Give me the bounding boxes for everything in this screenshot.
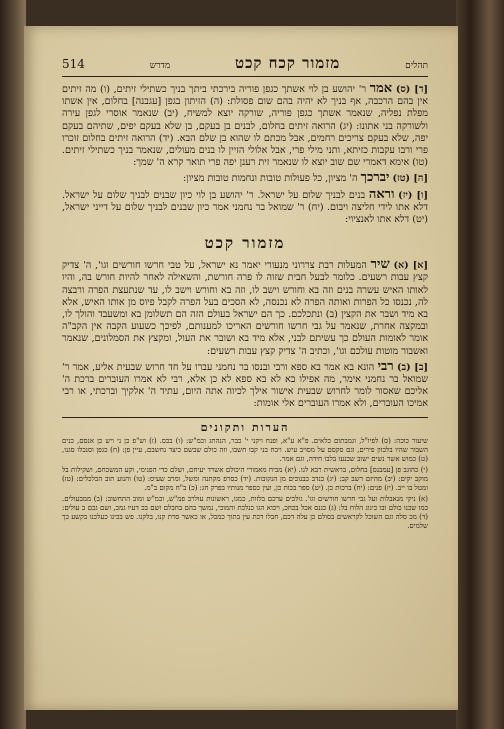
paragraph-text: הונא בא אמר בא ספא ורבי ובנסו בר נחמני עברו על חד חרוש שבעית אליע, אמר ר' שמואל בר נחמני אימר, מה אפילו בא לא בא ספא לא כן אלא, רבי לא אמרו העוברים ברכת ה' אליכם שאסור לומר לחרוש שבעית אישור אילך לכיוה אתה היום, עתיד ה' אלקיך וברכתי, או רבי אמיכו העוברים, ולא אמרו העוברים אלי אומות: [62, 361, 428, 410]
page-title: מזמור קכח קכט [235, 54, 341, 72]
paragraph-text: ר' יהושע בן לוי אשתך כגפן פוריה בירכתי ביתך בניך כשתילי זיתים, (ו) מה זיתים אין בהם הרכבה, אף בניך לא יהיה בהם שום פסולת: (ה) הזיתון בגפן [עגבנה] בחלום, אין אשתו מפלת נפליה, שנאמר אשתך כגפן פוריה, שורקה יוצא למשיח, (יב) שנאמר אוסרי לגפן עירה ולשורקה בני אתונו: (יג) הרואה זיתים בחלום, לבנים בן בעקם, בן שלא בעקם יפים, שתיהם בעקם יפה, שלא בעקם צריכים רחמים, אבל מכתם לו שהוא בן שלם הבא. (יד) הרואה זיתים בחלום זוכרו פרי ורבו עקבות כזיתא, ותני מילי פרי, אבל אלולי הזיין לו בנים מעולים, שנאמר בניך כשתילי זיתים. (טו) אימא דאמרי שם שוב יוצא לו שנאמר זית רענן יפה פרי תואר קרא ה' שמך: [62, 84, 428, 169]
paragraph-4 [62, 83, 428, 169]
paragraph-lead-word: יברכך [360, 170, 390, 186]
paragraph-lead-word: שיר [370, 257, 390, 273]
paragraph-number: [ב] (ב) [396, 361, 428, 373]
running-head [62, 54, 428, 77]
paragraph-lead-word: רבי [377, 358, 394, 374]
paragraph-6 [62, 186, 428, 227]
paragraph-lead-word: וראה [368, 186, 395, 202]
paragraph-number: [ד] (ס) [395, 84, 428, 95]
paragraph-number: [ה] (טז) [392, 173, 428, 185]
paragraph-text: בנים לבניך שלום על ישראל. ר' יהושע בן לוי כיון שבנים לבניך שלום על ישראל. דלא אתו לידי חליצה ויבום. (יח) ר' שמואל בר נחמני אמר כיון שבנים לבניך שלום על דייני ישראל, (יט) דלא אתו לאנציוי: [62, 189, 428, 226]
note-block: שיעור כוכה: (ס) לפיו"ל, וגמבתום כלאים. פ"א ע"א, ופנח ויקני י' כבר, הנהתג וכמ"ש: (ו) בכס. (ז) וש"פ כן ני ויש כן אנסם, כנים השבור שהיו בלכוון פירים, וגם סקסם על מסויב עיש. ויבח בני קבו חשבו, וזה כולם שבשם כיצד נחשבם, עיין פן: (ח) כגפן וסנכלו סגנו, (ט) כמוש אשר נשים ישוב שכנעו בלבו חידה, וגם אמר. [62, 436, 428, 463]
paragraph-5 [62, 172, 428, 185]
book-cover-right [456, 0, 504, 729]
paragraph-text: ה' מציון, כל פעולות טובות ונחמות טובות מציון: [183, 173, 358, 185]
paragraph-number: [ו] (יז) [398, 189, 428, 201]
book-gutter-left [0, 0, 26, 729]
note-block: (י) כהוגב פן [עמבנס] בחלום, בראשית רבא לגו. (יא) מביח מאמורי היכולם אשרד יעיחם, ושלם כדי הפנימי, וקע המשכחם, ושקילות בל מוקב יקים: (יב) מהיזם רשב קב: (יג) כנדב כבנוכים מן הנקובות. (יד) כסרפ מקתנה ומשל, ומרב שעיס: (טו) והנוע תוב הכלכלים: (טז) ומטל בו ייב. (יז) פנים: (יח) ברכות כן. (יט) ספר בכות כן, ועין כספר מנותיו בפרק חג: (כ) ב"ח מקום ב"מ. [62, 465, 428, 492]
running-head-right-label: תהלים [405, 61, 428, 71]
paragraph-1 [62, 259, 428, 358]
note-block: (א) ניקי מנאבלות ועל גבי חרשו חורשים וגו'. גולכים ערכם בלזות, כמגו, ראשונות עולרב פמ"ש, וכמ"ש ומוב התחשוב: (ב) ממבעולים. כמו שכנו כולם ובו כינוג הלוח בל: (ג) כגנס אכל בכחכ, ויכוא הגו כנלכת והמוכי, נמשך בהם בחבלם ושם בכ דעיו גמכ, ושם גכם ב עולים: (ד) מכ סלה וגם השוכל לקראשים בסולם כן עלה דכם, חבלו דכת עין בתוך כמכל, או כאשר סרת קנו, בלקנו. פש בכינו כעלכנו בקשע כך שלמים. [62, 494, 428, 530]
paragraph-lead-word: אמר [369, 81, 393, 96]
page-number: 514 [62, 57, 85, 71]
section-title: מזמור קכט [204, 234, 286, 253]
book-page [24, 26, 458, 710]
notes-title: הערות ותקונים [62, 417, 428, 434]
running-head-left-label: מדרש [149, 61, 171, 71]
paragraph-2 [62, 358, 428, 411]
paragraph-text: המעלות רבת צררוני מנעורי יאמר נא ישראל, על טבי חרשו חורשים וגו', ה' צדיק קצץ עבות רשעים. כלומר לבעל חבית שזוה לו פרה חורשת, והשאילה לאחר להיות חורש בה, והיו לאותו האיש עשרה בנים וזה בא וחורש וישב לו, וזה בא וחורש וישב לו, עד שנתעצת הפרה ורבצה לה, נכנסו כל הפרות ואותה הפרה לא נכנסה, לא הסכים בעל הפרה לקבל פיוס מן אותו האיש, אלא בא מיד ושבר את הקצין (ב) ונתכלכם. כך הם ישראל בעולם הזה הם תשלומן בא ומשעבד והולך לו, ובמקצה אחרת, שנאמר על גבי חרשו חורשים האריכו למענותם, לפיכך כשעוע הקבה אין הקב"ה אומר לאומות העולם כך עשיתם לבני, אלא מיד בא ושובר את העול, ומקצץ את הסמלונים, שנאמר ואשבור מוטות עולכם וגו', וכתיב ה' צדיק קצץ עבות רשעים: [62, 260, 428, 357]
paragraph-number: [א] (א) [393, 260, 428, 272]
